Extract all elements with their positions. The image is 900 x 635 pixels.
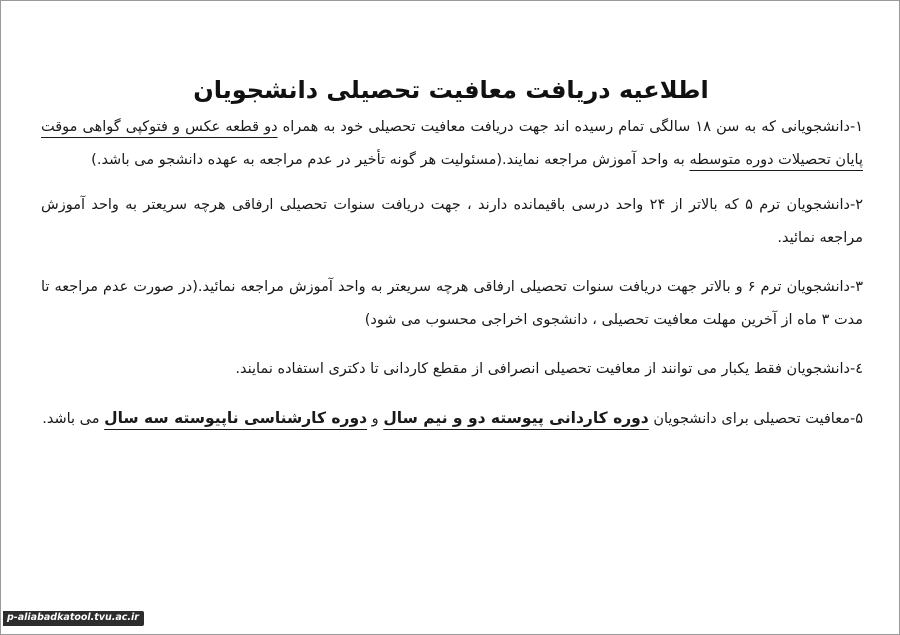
paragraph-1-required-documents: دو قطعه عکس و فتوکپی گواهی موقت پایان تحصیلات دوره متوسطه	[41, 119, 863, 168]
paragraph-2: ۲-دانشجویان ترم ۵ که بالاتر از ۲۴ واحد درسی باقیمانده دارند ، جهت دریافت سنوات تحصیلی ارفاقی هرچه سریعتر به واحد آموزش مراجعه نمائید.	[41, 197, 863, 246]
paragraph-5-associate-course: دوره کاردانی پیوسته دو و نیم سال	[383, 409, 649, 427]
paragraph-1	[41, 111, 863, 177]
paragraph-3: ۳-دانشجویان ترم ۶ و بالاتر جهت دریافت سنوات تحصیلی ارفاقی هرچه سریعتر به واحد آموزش مراجعه نمائید.(در صورت عدم مراجعه تا مدت ۳ ماه از آخرین مهلت معافیت تحصیلی ، دانشجوی اخراجی محسوب می شود)	[41, 279, 864, 328]
announcement-title: اطلاعیه دریافت معافیت تحصیلی دانشجویان	[193, 76, 709, 105]
paragraph-5-text-e: می باشد.	[42, 411, 105, 427]
paragraph-4: ٤-دانشجویان فقط یکبار می توانند از معافیت تحصیلی انصرافی از مقطع کاردانی تا دکتری استفاده نمایند.	[235, 361, 863, 377]
paragraph-1-text-a: ۱-دانشجویانی که به سن ۱۸ سالگی تمام رسیده اند جهت دریافت معافیت تحصیلی خود به همراه	[277, 119, 863, 135]
site-watermark: p-aliabadkatool.tvu.ac.ir	[3, 611, 144, 626]
paragraph-5-bachelor-course: دوره کارشناسی ناپیوسته سه سال	[104, 409, 368, 427]
paragraph-5	[41, 402, 863, 436]
announcement-body	[41, 111, 863, 436]
paragraph-1-text-c: به واحد آموزش مراجعه نمایند.(مسئولیت هر گونه تأخیر در عدم مراجعه به عهده دانشجو می باشد.)	[91, 152, 690, 168]
paragraph-5-text-c: و	[367, 411, 384, 427]
paragraph-5-text-a: ۵-معافیت تحصیلی برای دانشجویان	[648, 411, 863, 427]
